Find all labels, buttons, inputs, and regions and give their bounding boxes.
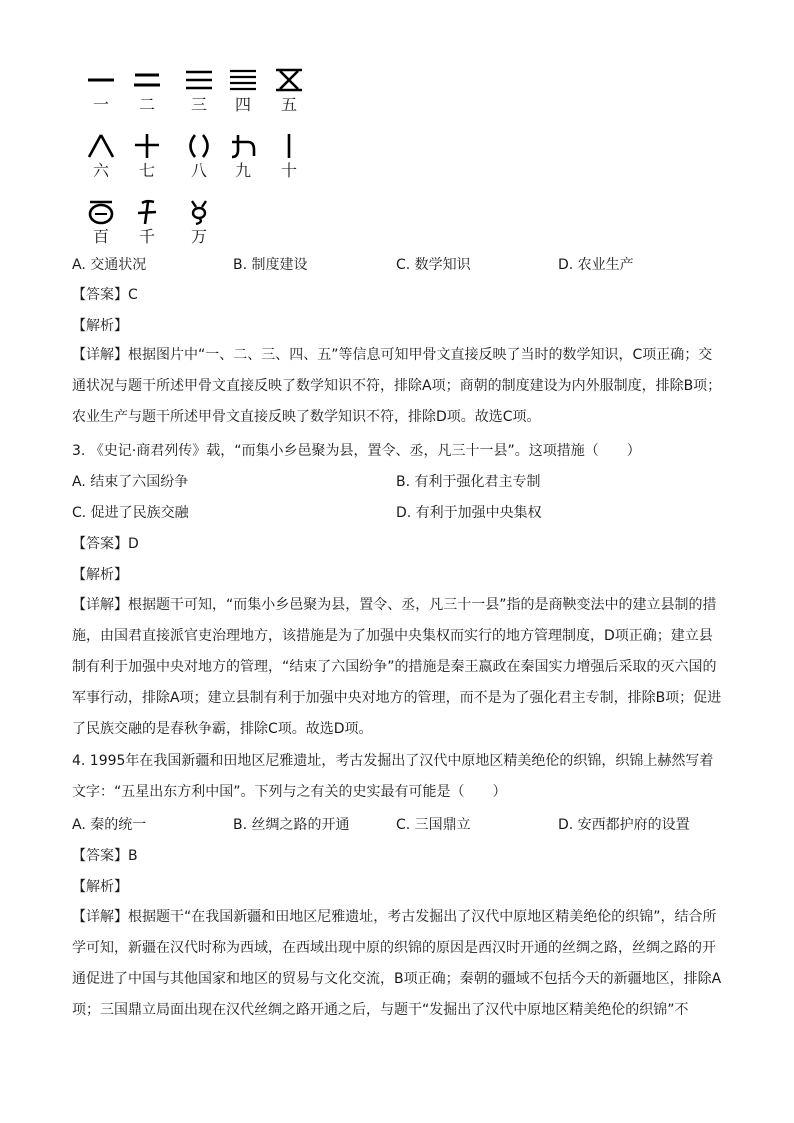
numeral-4: 四 xyxy=(220,66,266,114)
numeral-2: 二 xyxy=(124,66,170,114)
q4-detail: 【详解】根据题干“在我国新疆和田地区尼雅遗址，考古发掘出了汉代中原地区精美绝伦的织锦”，结合所学可知，新疆在汉代时称为西域，在西域出现中原的织锦的原因是西汉时开通的丝绸之路，丝绸之路的开通促进了中国与其他国家和地区的贸易与文化交流，B项正确；秦朝的疆域不包括今天的新疆地区，排除A项；三国鼎立局面出现在汉代丝绸之路开通之后，与题干“发掘出了汉代中原地区精美绝伦的织锦”不 xyxy=(72,909,722,1018)
numeral-10: 十 xyxy=(266,132,312,180)
oracle-glyph-1000-icon xyxy=(130,198,164,226)
numeral-5: 五 xyxy=(266,66,312,114)
oracle-glyph-9-icon xyxy=(226,132,260,160)
q2-analysis-label: 【解析】 xyxy=(72,318,128,334)
numeral-7: 七 xyxy=(124,132,170,180)
q3-stem: 3. 《史记·商君列传》载，“而集小乡邑聚为县，置令、丞，凡三十一县”。这项措施（ ） xyxy=(72,443,641,459)
q3-analysis-label: 【解析】 xyxy=(72,567,128,583)
numeral-100: 百 xyxy=(78,198,124,246)
q4-option-d: D. 安西都护府的设置 xyxy=(558,817,690,833)
q4-option-c: C. 三国鼎立 xyxy=(396,817,471,833)
numeral-8: 八 xyxy=(176,132,222,180)
q2-option-a: A. 交通状况 xyxy=(72,257,147,273)
q2-detail: 【详解】根据图片中“一、二、三、四、五”等信息可知甲骨文直接反映了当时的数学知识，C项正确；交通状况与题干所述甲骨文直接反映了数学知识不符，排除A项；商朝的制度建设为内外服制度，排除B项；农业生产与题干所述甲骨文直接反映了数学知识不符，排除D项。故选C项。 xyxy=(72,347,722,425)
oracle-glyph-3-icon xyxy=(182,66,216,94)
numeral-1: 一 xyxy=(78,66,124,114)
q3-option-a: A. 结束了六国纷争 xyxy=(72,474,189,490)
oracle-glyph-7-icon xyxy=(130,132,164,160)
oracle-glyph-5-icon xyxy=(272,66,306,94)
q2-option-d: D. 农业生产 xyxy=(558,257,634,273)
q2-answer: 【答案】C xyxy=(72,287,138,303)
q3-answer: 【答案】D xyxy=(72,536,139,552)
q4-analysis-label: 【解析】 xyxy=(72,879,128,895)
oracle-glyph-10-icon xyxy=(272,132,306,160)
q3-detail: 【详解】根据题干可知，“而集小乡邑聚为县，置令、丞，凡三十一县”指的是商鞅变法中的建立县制的措施，由国君直接派官吏治理地方，该措施是为了加强中央集权而实行的地方管理制度，D项正确；建立县制有利于加强中央对地方的管理，“结束了六国纷争”的措施是秦王嬴政在秦国实力增强后采取的灭六国的军事行动，排除A项；建立县制有利于加强中央对地方的管理，而不是为了强化君主专制，排除B项；促进了民族交融的是春秋争霸，排除C项。故选D项。 xyxy=(72,597,722,737)
numeral-3: 三 xyxy=(176,66,222,114)
oracle-glyph-10000-icon xyxy=(182,198,216,226)
oracle-glyph-8-icon xyxy=(182,132,216,160)
numeral-9: 九 xyxy=(220,132,266,180)
q4-option-a: A. 秦的统一 xyxy=(72,817,147,833)
numeral-10000: 万 xyxy=(176,198,222,246)
oracle-glyph-6-icon xyxy=(84,132,118,160)
q3-option-c: C. 促进了民族交融 xyxy=(72,505,189,521)
q3-option-d: D. 有利于加强中央集权 xyxy=(396,505,542,521)
q4-answer: 【答案】B xyxy=(72,848,138,864)
numeral-6: 六 xyxy=(78,132,124,180)
q3-option-b: B. 有利于强化君主专制 xyxy=(396,474,541,490)
oracle-glyph-1-icon xyxy=(84,66,118,94)
q2-option-c: C. 数学知识 xyxy=(396,257,471,273)
oracle-glyph-4-icon xyxy=(226,66,260,94)
q2-option-b: B. 制度建设 xyxy=(233,257,308,273)
q4-option-b: B. 丝绸之路的开通 xyxy=(233,817,350,833)
q4-stem: 4. 1995年在我国新疆和田地区尼雅遗址，考古发掘出了汉代中原地区精美绝伦的织锦，织锦上赫然写着文字：“五星出东方利中国”。下列与之有关的史实最有可能是（ ） xyxy=(72,753,714,800)
oracle-glyph-2-icon xyxy=(130,66,164,94)
numeral-1000: 千 xyxy=(124,198,170,246)
oracle-glyph-100-icon xyxy=(84,198,118,226)
